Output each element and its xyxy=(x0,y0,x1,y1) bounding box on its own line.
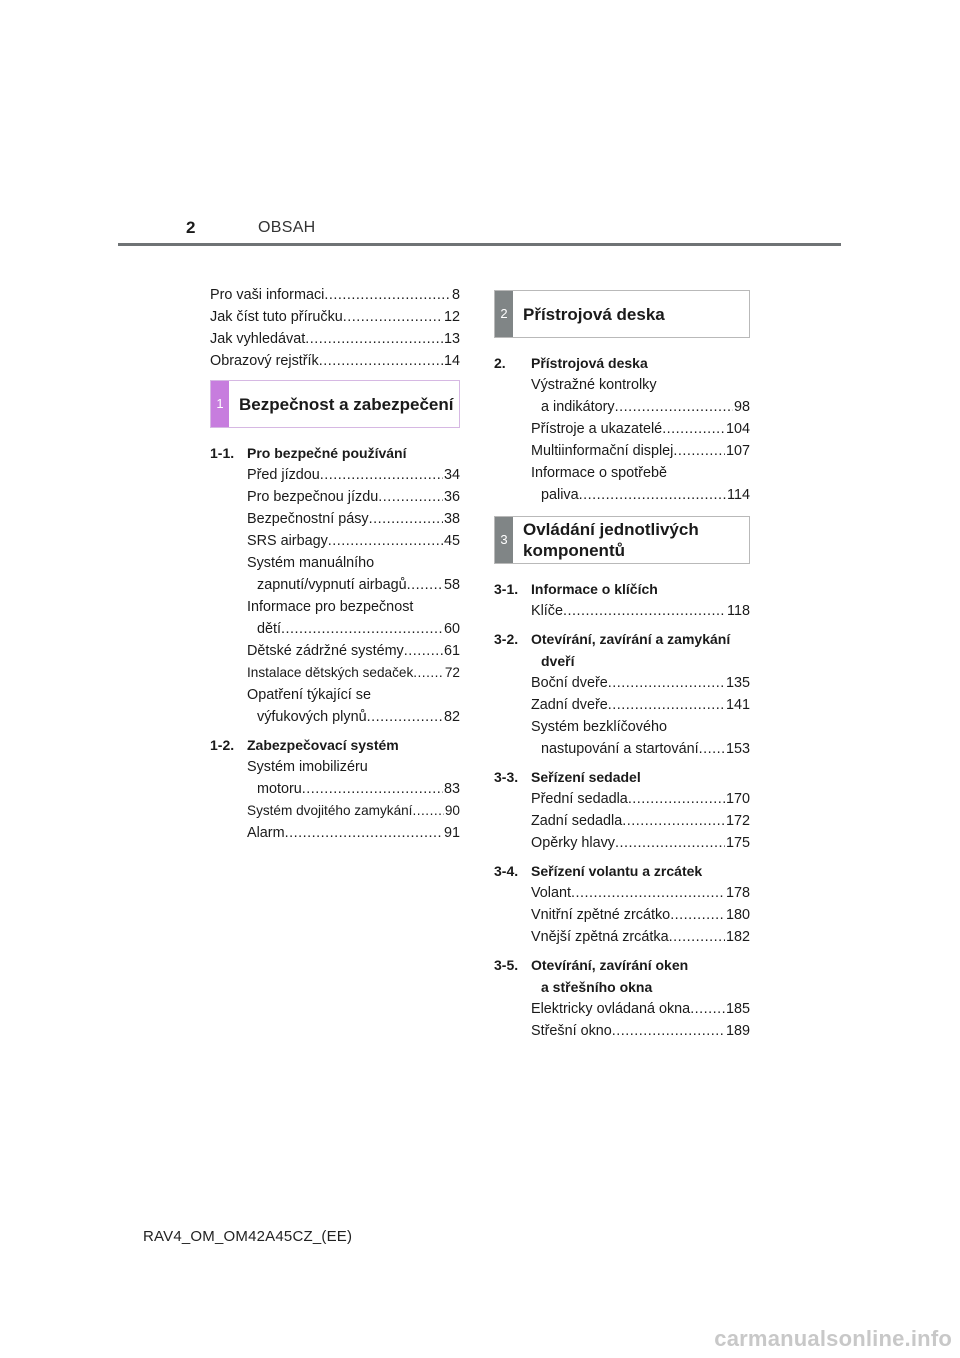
toc-entry[interactable]: Volant ..... 178 xyxy=(494,882,750,904)
section-heading[interactable]: 3-4. Seřízení volantu a zrcátek xyxy=(494,863,703,879)
toc-entry[interactable]: Obrazový rejstřík ..... 14 xyxy=(210,350,460,372)
toc-entry[interactable]: Pro vaši informaci ..... 8 xyxy=(210,284,460,306)
toc-entry[interactable]: SRS airbagy ..... 45 xyxy=(210,530,460,552)
toc-entry[interactable]: Vnitřní zpětné zrcátko ..... 180 xyxy=(494,904,750,926)
section-heading[interactable]: 3-5. Otevírání, zavírání oken a střešního okna xyxy=(494,957,689,995)
toc-entry[interactable]: Instalace dětských sedaček ..... 72 xyxy=(210,662,460,684)
intro-list xyxy=(210,284,460,372)
toc-entry[interactable]: Jak číst tuto příručku ..... 12 xyxy=(210,306,460,328)
toc-entry[interactable]: Systém bezklíčového nastupování a startování ..... 153 xyxy=(494,716,750,760)
chapter-2-banner[interactable] xyxy=(494,290,750,338)
toc-entry[interactable]: Systém dvojitého zamykání ..... 90 xyxy=(210,800,460,822)
toc-entry[interactable]: Opatření týkající se výfukových plynů ..... 82 xyxy=(210,684,460,728)
page-number: 2 xyxy=(186,218,196,237)
toc-entry[interactable]: Systém imobilizéru motoru ..... 83 xyxy=(210,756,460,800)
chapter-1-banner[interactable] xyxy=(210,380,460,428)
toc-right-column xyxy=(494,288,750,1042)
toc-page: 12 xyxy=(443,309,460,325)
toc-entry[interactable]: Informace o spotřebě paliva ..... 114 xyxy=(494,462,750,506)
toc-entry[interactable]: Opěrky hlavy ..... 175 xyxy=(494,832,750,854)
toc-page: 13 xyxy=(443,331,460,347)
toc-entry[interactable]: Před jízdou ..... 34 xyxy=(210,464,460,486)
toc-entry[interactable]: Přístroje a ukazatelé ..... 104 xyxy=(494,418,750,440)
section-heading[interactable]: 3-3. Seřízení sedadel xyxy=(494,769,641,785)
watermark: carmanualsonline.info xyxy=(714,1326,952,1351)
page-title: OBSAH xyxy=(258,219,316,236)
toc-page: 8 xyxy=(451,287,460,303)
toc-entry[interactable]: Vnější zpětná zrcátka ..... 182 xyxy=(494,926,750,948)
toc-entry[interactable]: Informace pro bezpečnost dětí ..... 60 xyxy=(210,596,460,640)
section-heading[interactable]: 2. Přístrojová deska xyxy=(494,355,648,371)
chapter-title: Bezpečnost a zabezpečení xyxy=(239,394,454,414)
section-heading[interactable]: 3-2. Otevírání, zavírání a zamykání dveří xyxy=(494,631,731,669)
toc-entry[interactable]: Zadní sedadla ..... 172 xyxy=(494,810,750,832)
toc-entry[interactable]: Pro bezpečnou jízdu ..... 36 xyxy=(210,486,460,508)
toc-entry[interactable]: Boční dveře ..... 135 xyxy=(494,672,750,694)
header-divider xyxy=(118,243,841,246)
toc-entry[interactable]: Dětské zádržné systémy ..... 61 xyxy=(210,640,460,662)
toc-page: 14 xyxy=(443,353,460,369)
toc-entry[interactable]: Elektricky ovládaná okna ..... 185 xyxy=(494,998,750,1020)
toc-entry[interactable]: Multiinformační displej ..... 107 xyxy=(494,440,750,462)
toc-entry[interactable]: Střešní okno ..... 189 xyxy=(494,1020,750,1042)
toc-entry[interactable]: Jak vyhledávat ..... 13 xyxy=(210,328,460,350)
chapter-3-banner[interactable] xyxy=(494,516,750,564)
toc-entry[interactable]: Systém manuálního zapnutí/vypnutí airbagů ..... 58 xyxy=(210,552,460,596)
toc-entry[interactable]: Přední sedadla ..... 170 xyxy=(494,788,750,810)
toc-entry[interactable]: Klíče ..... 118 xyxy=(494,600,750,622)
toc-entry[interactable]: Alarm ..... 91 xyxy=(210,822,460,844)
document-code: RAV4_OM_OM42A45CZ_(EE) xyxy=(143,1228,353,1245)
toc-entry[interactable]: Výstražné kontrolky a indikátory ..... 98 xyxy=(494,374,750,418)
chapter-number-tab: 3 xyxy=(495,517,513,563)
chapter-number-tab: 1 xyxy=(211,381,229,427)
toc-entry[interactable]: Zadní dveře ..... 141 xyxy=(494,694,750,716)
toc-left-column xyxy=(210,284,460,844)
section-heading[interactable]: 1-1. Pro bezpečné používání xyxy=(210,445,407,461)
section-heading[interactable]: 3-1. Informace o klíčích xyxy=(494,581,658,597)
section-heading[interactable]: 1-2. Zabezpečovací systém xyxy=(210,737,399,753)
chapter-number-tab: 2 xyxy=(495,291,513,337)
chapter-title: Přístrojová deska xyxy=(523,304,665,324)
chapter-title: Ovládání jednotlivých komponentů xyxy=(523,520,699,560)
toc-entry[interactable]: Bezpečnostní pásy ..... 38 xyxy=(210,508,460,530)
